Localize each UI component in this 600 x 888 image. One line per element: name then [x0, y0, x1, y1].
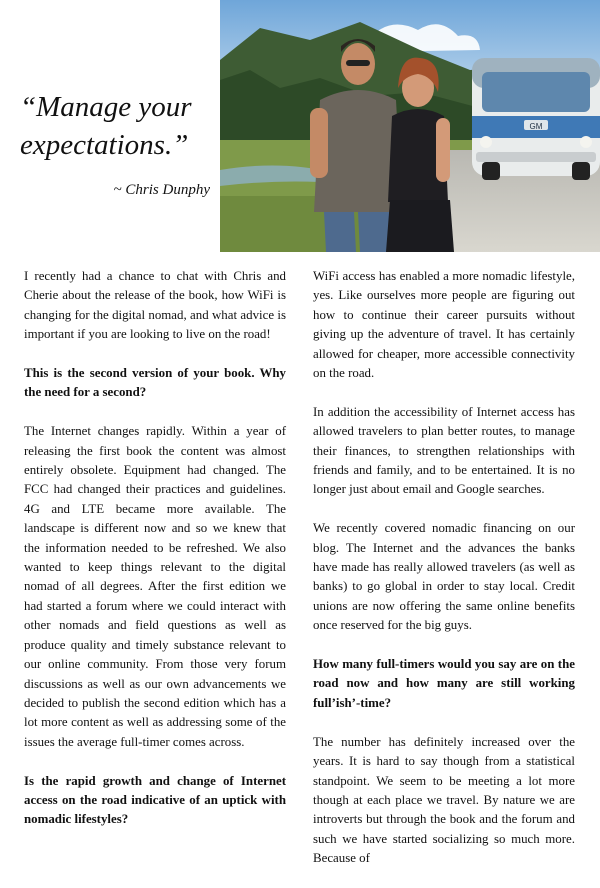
quote-text	[20, 88, 216, 164]
bus-badge: GM	[529, 122, 543, 131]
quote-attribution: ~ Chris Dunphy	[113, 182, 210, 198]
body-paragraph: WiFi access has enabled a more nomadic lifestyle, yes. Like ourselves more people are figuring out how to continue their career pursuits without giving up the adventure of travel. It has certainly allowed for cheaper, more accessible connectivity on the road.	[313, 269, 575, 381]
pull-quote	[20, 88, 216, 199]
interview-question: Is the rapid growth and change of Internet access on the road indicative of an uptick with nomadic lifestyles?	[24, 773, 286, 827]
quote-line-2: expectations.”	[20, 129, 189, 161]
interview-question: This is the second version of your book. Why the need for a second?	[24, 366, 286, 400]
bus	[472, 58, 600, 180]
body-paragraph: I recently had a chance to chat with Chris and Cherie about the release of the book, how WiFi is changing for the digital nomad, and what advice is important if you are looking to live on the road!	[24, 269, 286, 342]
body-paragraph: The Internet changes rapidly. Within a year of releasing the first book the content was almost entirely obsolete. Equipment had changed. The FCC had changed their practices and guidelines. 4G and LTE became more available. The landscape is different now and so we knew that the information needed to be refreshed. We also wanted to keep things relevant to the digital nomad of all degrees. After the first edition we had started a forum where we could interact with other nomads and field questions as well as produce quality and timely substance relevant to our online community. From those very forum discussions as well as our own advancements we decided to publish the second edition which has a lot more content as well as addressing some of the issues the average full-timer comes across.	[24, 424, 286, 749]
article-column-left	[24, 267, 286, 849]
article-column-right	[313, 267, 575, 888]
body-paragraph: We recently covered nomadic financing on our blog. The Internet and the advances the banks have made has really allowed travelers (as well as banks) to go global in order to stay local. Credit unions are now offering the same online benefits once reserved for the big guys.	[313, 521, 575, 633]
couple-bus-photo	[220, 0, 600, 252]
interview-question: How many full-timers would you say are on the road now and how many are still working full’ish’-time?	[313, 657, 575, 710]
body-paragraph: In addition the accessibility of Internet access has allowed travelers to plan better routes, to manage their finances, to strengthen relationships with friends and family, and to be entertained. It is no longer just about email and Google searches.	[313, 404, 575, 497]
quote-line-1: “Manage your	[20, 91, 192, 123]
body-paragraph: The number has definitely increased over the years. It is hard to say though from a statistical standpoint. We seem to be meeting a lot more though at each place we travel. By nature we are introverts but through the book and the forum and such we have started socializing so much more. Because of	[313, 734, 575, 866]
